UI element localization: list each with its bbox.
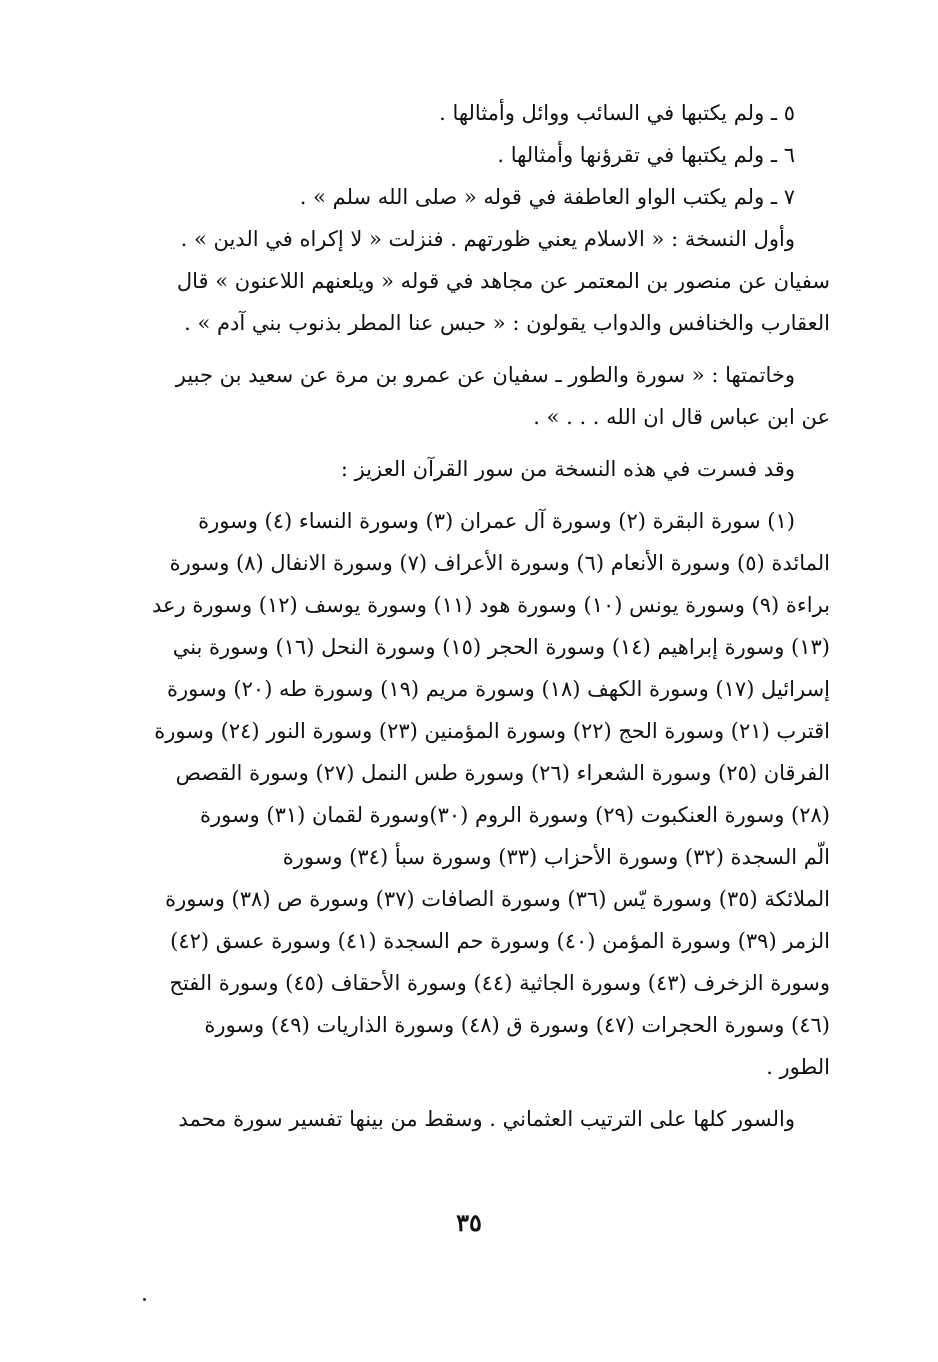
paragraph-line: الطور . [766,1055,830,1079]
paragraph-line: (٢٨) وسورة العنكبوت (٢٩) وسورة الروم (٣٠)وسورة لقمان (٣١) وسورة [199,803,830,827]
paragraph-line: (١) سورة البقرة (٢) وسورة آل عمران (٣) وسورة النساء (٤) وسورة [198,509,795,533]
paragraph-line: وخاتمتها : « سورة والطور ـ سفيان عن عمرو بن مرة عن سعيد بن جبير [175,363,795,387]
list-item: ٦ ـ ولم يكتبها في تقرؤنها وأمثالها . [497,143,795,167]
page-number: ٣٥ [456,1208,482,1237]
list-item: ٧ ـ ولم يكتب الواو العاطفة في قوله « صلى الله سلم » . [299,185,795,209]
paragraph-line: براءة (٩) وسورة يونس (١٠) وسورة هود (١١) وسورة يوسف (١٢) وسورة رعد [152,593,830,617]
print-speck [143,1298,146,1301]
paragraph-line: (١٣) وسورة إبراهيم (١٤) وسورة الحجر (١٥) وسورة النحل (١٦) وسورة بني [172,635,830,659]
list-item: ٥ ـ ولم يكتبها في السائب ووائل وأمثالها . [439,101,795,125]
paragraph-line: إسرائيل (١٧) وسورة الكهف (١٨) وسورة مريم (١٩) وسورة طه (٢٠) وسورة [167,677,830,701]
intro-line: وقد فسرت في هذه النسخة من سور القرآن العزيز : [340,457,795,481]
paragraph-line: (٤٦) وسورة الحجرات (٤٧) وسورة ق (٤٨) وسورة الذاريات (٤٩) وسورة [204,1013,830,1037]
list-section [130,92,830,218]
paragraph-line: عن ابن عباس قال ان الله . . . » . [533,405,830,429]
opening-paragraph [130,218,830,344]
paragraph-line: الفرقان (٢٥) وسورة الشعراء (٢٦) وسورة طس النمل (٢٧) وسورة القصص [175,761,830,785]
page-body [130,92,830,1140]
closing-paragraph [130,354,830,438]
paragraph-line: سفيان عن منصور بن المعتمر عن مجاهد في قوله « ويلعنهم اللاعنون » قال [176,269,830,293]
paragraph-line: وأول النسخة : « الاسلام يعني ظورتهم . فنزلت « لا إكراه في الدين » . [180,227,795,251]
paragraph-line: اقترب (٢١) وسورة الحج (٢٢) وسورة المؤمنين (٢٣) وسورة النور (٢٤) وسورة [154,719,830,743]
paragraph-line: وسورة الزخرف (٤٣) وسورة الجاثية (٤٤) وسورة الأحقاف (٤٥) وسورة الفتح [169,971,830,995]
surah-list-paragraph [130,500,830,1088]
paragraph-line: المائدة (٥) وسورة الأنعام (٦) وسورة الأعراف (٧) وسورة الانفال (٨) وسورة [169,551,830,575]
final-line: والسور كلها على الترتيب العثماني . وسقط من بينها تفسير سورة محمد [178,1107,795,1131]
paragraph-line: الّم السجدة (٣٢) وسورة الأحزاب (٣٣) وسورة سبأ (٣٤) وسورة [282,845,830,869]
paragraph-line: الملائكة (٣٥) وسورة يّس (٣٦) وسورة الصافات (٣٧) وسورة ص (٣٨) وسورة [165,887,830,911]
paragraph-line: الزمر (٣٩) وسورة المؤمن (٤٠) وسورة حم السجدة (٤١) وسورة عسق (٤٢) [170,929,830,953]
paragraph-line: العقارب والخنافس والدواب يقولون : « حبس عنا المطر بذنوب بني آدم » . [184,311,830,335]
